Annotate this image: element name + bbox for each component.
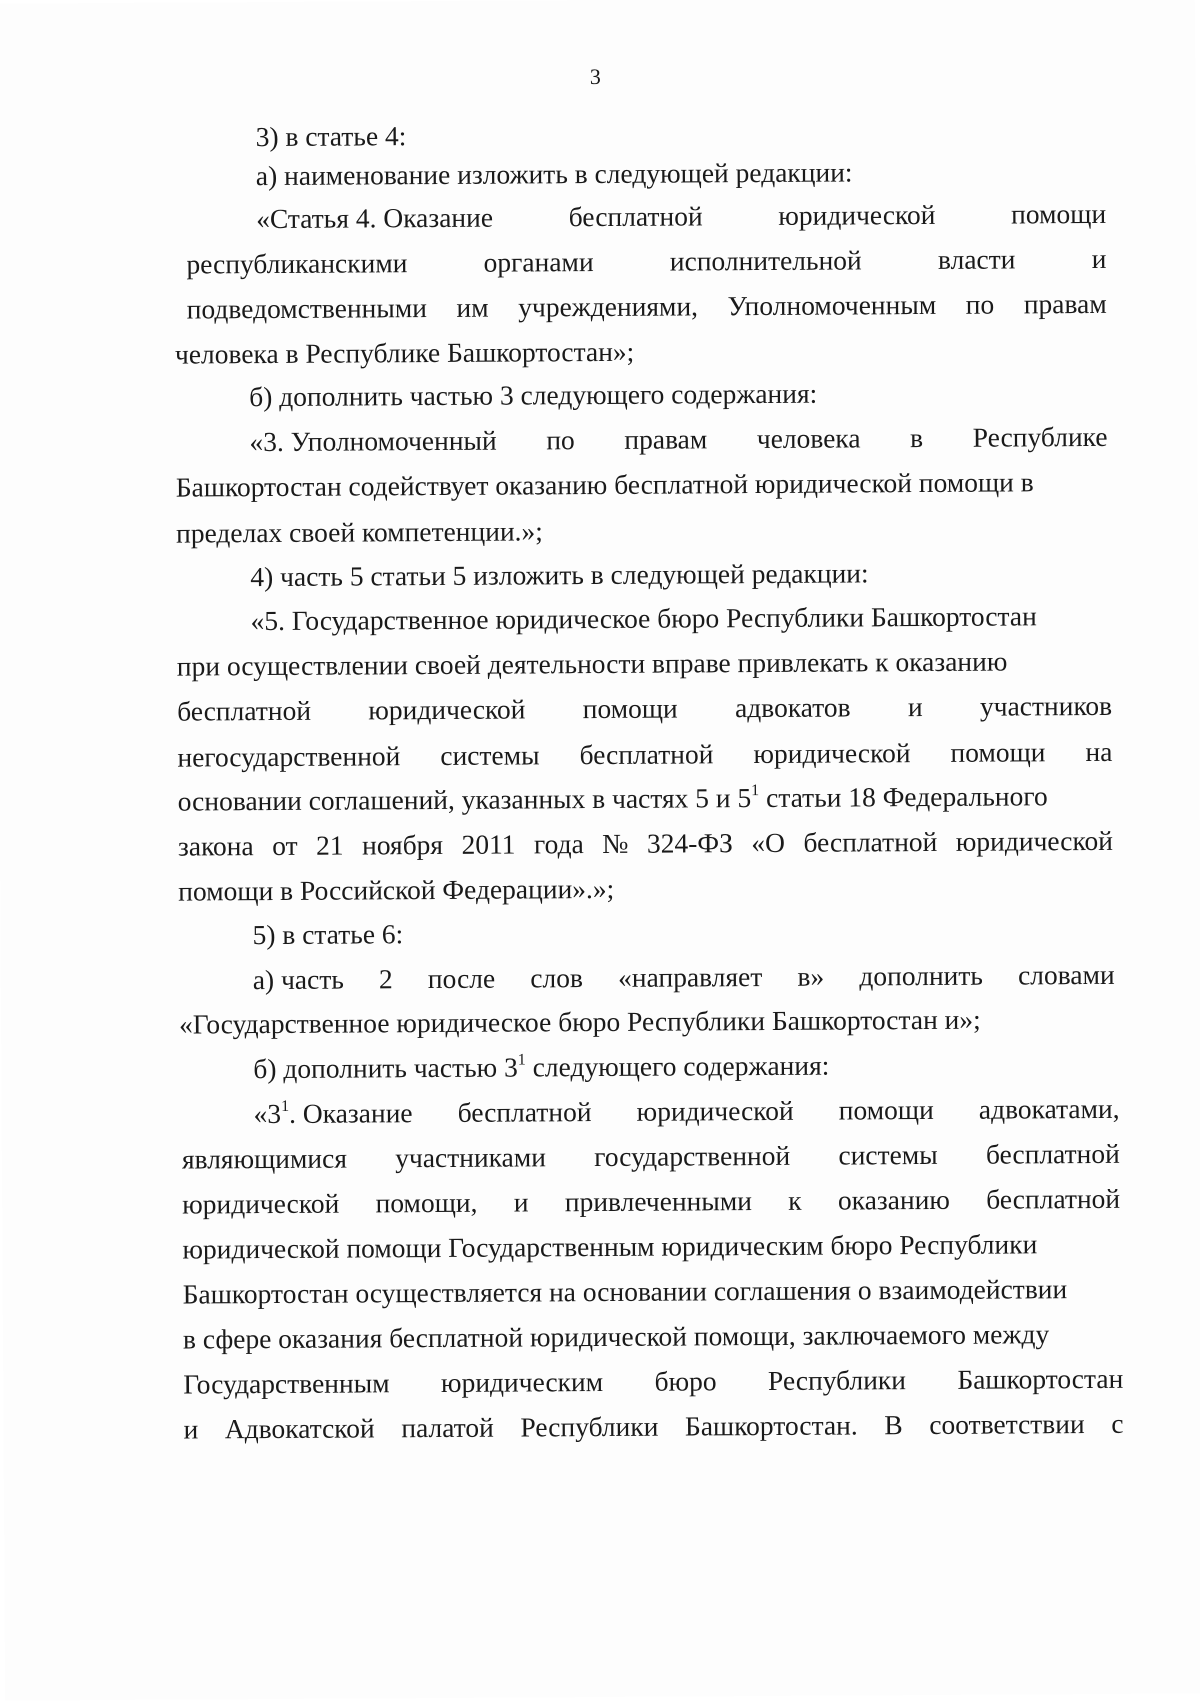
text-line: Государственным юридическим бюро Республики Башкортостан xyxy=(183,1362,1124,1400)
text-line: Башкортостан осуществляется на основании соглашения о взаимодействии xyxy=(182,1273,1068,1310)
text-line: «$3^1$. Оказание бесплатной юридической помощи адвокатами, xyxy=(253,1092,1120,1130)
text-line: «5. Государственное юридическое бюро Республики Башкортостан xyxy=(250,600,1037,637)
text-line: и Адвокатской палатой Республики Башкортостан. В соответствии с xyxy=(183,1407,1124,1445)
text-line: Башкортостан содействует оказанию бесплатной юридической помощи в xyxy=(175,466,1034,503)
text-line: бесплатной юридической помощи адвокатов и участников xyxy=(177,689,1113,727)
text-line: «Статья 4. Оказание бесплатной юридической помощи xyxy=(256,197,1107,235)
text-line: подведомственными им учреждениями, Уполномоченным по правам xyxy=(186,287,1107,325)
text-line: юридической помощи, и привлеченными к оказанию бесплатной xyxy=(182,1182,1121,1220)
text-line: республиканскими органами исполнительной власти и xyxy=(186,242,1107,280)
text-line: негосударственной системы бесплатной юридической помощи на xyxy=(177,735,1113,773)
text-line: а) наименование изложить в следующей редакции: xyxy=(255,156,853,192)
text-line: являющимися участниками государственной системы бесплатной xyxy=(181,1137,1120,1175)
text-line: 4) часть 5 статьи 5 изложить в следующей редакции: xyxy=(250,557,869,593)
text-line: при осуществлении своей деятельности вправе привлекать к оказанию xyxy=(176,645,1008,682)
text-line: 3) в статье 4: xyxy=(255,120,407,153)
text-line: б) дополнить частью 3 следующего содержания: xyxy=(249,377,818,413)
text-line: закона от 21 ноября 2011 года № 324-ФЗ «О бесплатной юридической xyxy=(177,824,1113,862)
text-line: юридической помощи Государственным юридическим бюро Республики xyxy=(182,1228,1038,1265)
text-line: а) часть 2 после слов «направляет в» дополнить словами xyxy=(252,958,1115,996)
page-number: 3 xyxy=(589,63,601,90)
text-line: «3. Уполномоченный по правам человека в Республике xyxy=(249,420,1108,458)
text-line: 5) в статье 6: xyxy=(252,918,404,951)
text-line: основании соглашений, указанных в частях 5 и $5^1$ статьи 18 Федерального xyxy=(177,780,1048,817)
text-line: пределах своей компетенции.»; xyxy=(175,515,543,549)
text-line: «Государственное юридическое бюро Республики Башкортостан и»; xyxy=(178,1003,981,1040)
text-line: человека в Республике Башкортостан»; xyxy=(174,335,635,370)
text-line: помощи в Российской Федерации».»; xyxy=(178,872,615,907)
text-line: в сфере оказания бесплатной юридической помощи, заключаемого между xyxy=(182,1318,1050,1355)
text-line: б) дополнить частью $3^1$ следующего содержания: xyxy=(253,1049,830,1085)
